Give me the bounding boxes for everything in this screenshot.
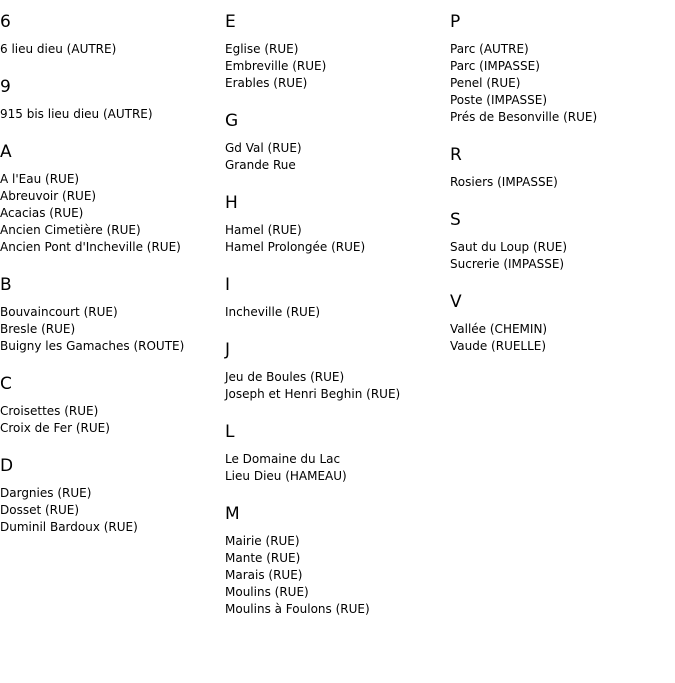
group-letter-heading: L	[225, 422, 235, 442]
street-link[interactable]: Mante (RUE)	[225, 551, 301, 565]
street-link[interactable]: Acacias (RUE)	[0, 206, 84, 220]
street-link[interactable]: Penel (RUE)	[450, 76, 521, 90]
street-link[interactable]: Bouvaincourt (RUE)	[0, 305, 118, 319]
street-list	[0, 41, 225, 58]
group-letter-heading: H	[225, 193, 238, 213]
street-list	[450, 321, 675, 355]
street-link[interactable]: Jeu de Boules (RUE)	[225, 370, 345, 384]
letter-group	[0, 373, 225, 437]
street-link[interactable]: Joseph et Henri Beghin (RUE)	[225, 387, 401, 401]
street-link[interactable]: Le Domaine du Lac	[225, 452, 341, 466]
letter-group	[225, 339, 450, 403]
street-link[interactable]: Hamel Prolongée (RUE)	[225, 240, 366, 254]
street-link[interactable]: Poste (IMPASSE)	[450, 93, 548, 107]
street-link[interactable]: A l'Eau (RUE)	[0, 172, 80, 186]
group-letter-heading: J	[225, 340, 231, 360]
street-index-column-2	[225, 11, 450, 636]
street-link[interactable]: Sucrerie (IMPASSE)	[450, 257, 565, 271]
street-link[interactable]: Bresle (RUE)	[0, 322, 76, 336]
street-link[interactable]: Gd Val (RUE)	[225, 141, 302, 155]
letter-group	[0, 274, 225, 355]
street-link[interactable]: Embreville (RUE)	[225, 59, 327, 73]
street-link[interactable]: Dosset (RUE)	[0, 503, 80, 517]
street-link[interactable]: 6 lieu dieu (AUTRE)	[0, 42, 117, 56]
street-link[interactable]: Marais (RUE)	[225, 568, 303, 582]
street-list	[225, 222, 450, 256]
letter-group	[450, 209, 675, 273]
street-list	[225, 140, 450, 174]
letter-group	[450, 291, 675, 355]
letter-group	[450, 11, 675, 126]
street-link[interactable]: Ancien Pont d'Incheville (RUE)	[0, 240, 181, 254]
street-link[interactable]: 915 bis lieu dieu (AUTRE)	[0, 107, 153, 121]
letter-group	[225, 110, 450, 174]
street-link[interactable]: Erables (RUE)	[225, 76, 308, 90]
group-letter-heading: V	[450, 292, 462, 312]
street-link[interactable]: Eglise (RUE)	[225, 42, 299, 56]
street-link[interactable]: Prés de Besonville (RUE)	[450, 110, 598, 124]
street-list	[0, 403, 225, 437]
group-letter-heading: D	[0, 456, 14, 476]
group-letter-heading: G	[225, 111, 239, 131]
letter-group	[225, 503, 450, 618]
group-letter-heading: C	[0, 374, 12, 394]
street-list	[225, 533, 450, 618]
group-letter-heading: R	[450, 145, 462, 165]
group-letter-heading: 6	[0, 12, 11, 32]
street-link[interactable]: Incheville (RUE)	[225, 305, 321, 319]
street-link[interactable]: Buigny les Gamaches (ROUTE)	[0, 339, 185, 353]
group-letter-heading: I	[225, 275, 231, 295]
group-letter-heading: P	[450, 12, 461, 32]
street-link[interactable]: Croix de Fer (RUE)	[0, 421, 110, 435]
group-letter-heading: A	[0, 142, 12, 162]
street-link[interactable]: Moulins à Foulons (RUE)	[225, 602, 370, 616]
street-link[interactable]: Saut du Loup (RUE)	[450, 240, 568, 254]
street-list	[225, 41, 450, 92]
group-letter-heading: E	[225, 12, 236, 32]
street-list	[225, 451, 450, 485]
street-link[interactable]: Vaude (RUELLE)	[450, 339, 547, 353]
letter-group	[450, 144, 675, 191]
street-list	[450, 41, 675, 126]
group-letter-heading: B	[0, 275, 12, 295]
street-link[interactable]: Moulins (RUE)	[225, 585, 309, 599]
group-letter-heading: M	[225, 504, 240, 524]
street-list	[225, 369, 450, 403]
street-link[interactable]: Vallée (CHEMIN)	[450, 322, 548, 336]
group-letter-heading: S	[450, 210, 461, 230]
street-link[interactable]: Rosiers (IMPASSE)	[450, 175, 558, 189]
street-list	[225, 304, 450, 321]
letter-group	[225, 11, 450, 92]
street-link[interactable]: Parc (AUTRE)	[450, 42, 529, 56]
street-link[interactable]: Ancien Cimetière (RUE)	[0, 223, 141, 237]
street-link[interactable]: Dargnies (RUE)	[0, 486, 92, 500]
street-list	[450, 174, 675, 191]
letter-group	[0, 76, 225, 123]
street-link[interactable]: Mairie (RUE)	[225, 534, 300, 548]
street-link[interactable]: Croisettes (RUE)	[0, 404, 99, 418]
street-link[interactable]: Hamel (RUE)	[225, 223, 302, 237]
letter-group	[225, 274, 450, 321]
letter-group	[0, 141, 225, 256]
street-list	[0, 485, 225, 536]
letter-group	[0, 455, 225, 536]
letter-group	[225, 421, 450, 485]
street-link[interactable]: Lieu Dieu (HAMEAU)	[225, 469, 347, 483]
letter-group	[0, 11, 225, 58]
street-link[interactable]: Duminil Bardoux (RUE)	[0, 520, 138, 534]
street-list	[0, 304, 225, 355]
street-list	[0, 171, 225, 256]
street-index-column-3	[450, 11, 675, 373]
group-letter-heading: 9	[0, 77, 11, 97]
street-list	[0, 106, 225, 123]
street-index-column-1	[0, 11, 225, 554]
street-link[interactable]: Parc (IMPASSE)	[450, 59, 540, 73]
street-link[interactable]: Abreuvoir (RUE)	[0, 189, 97, 203]
letter-group	[225, 192, 450, 256]
street-list	[450, 239, 675, 273]
street-link[interactable]: Grande Rue	[225, 158, 296, 172]
